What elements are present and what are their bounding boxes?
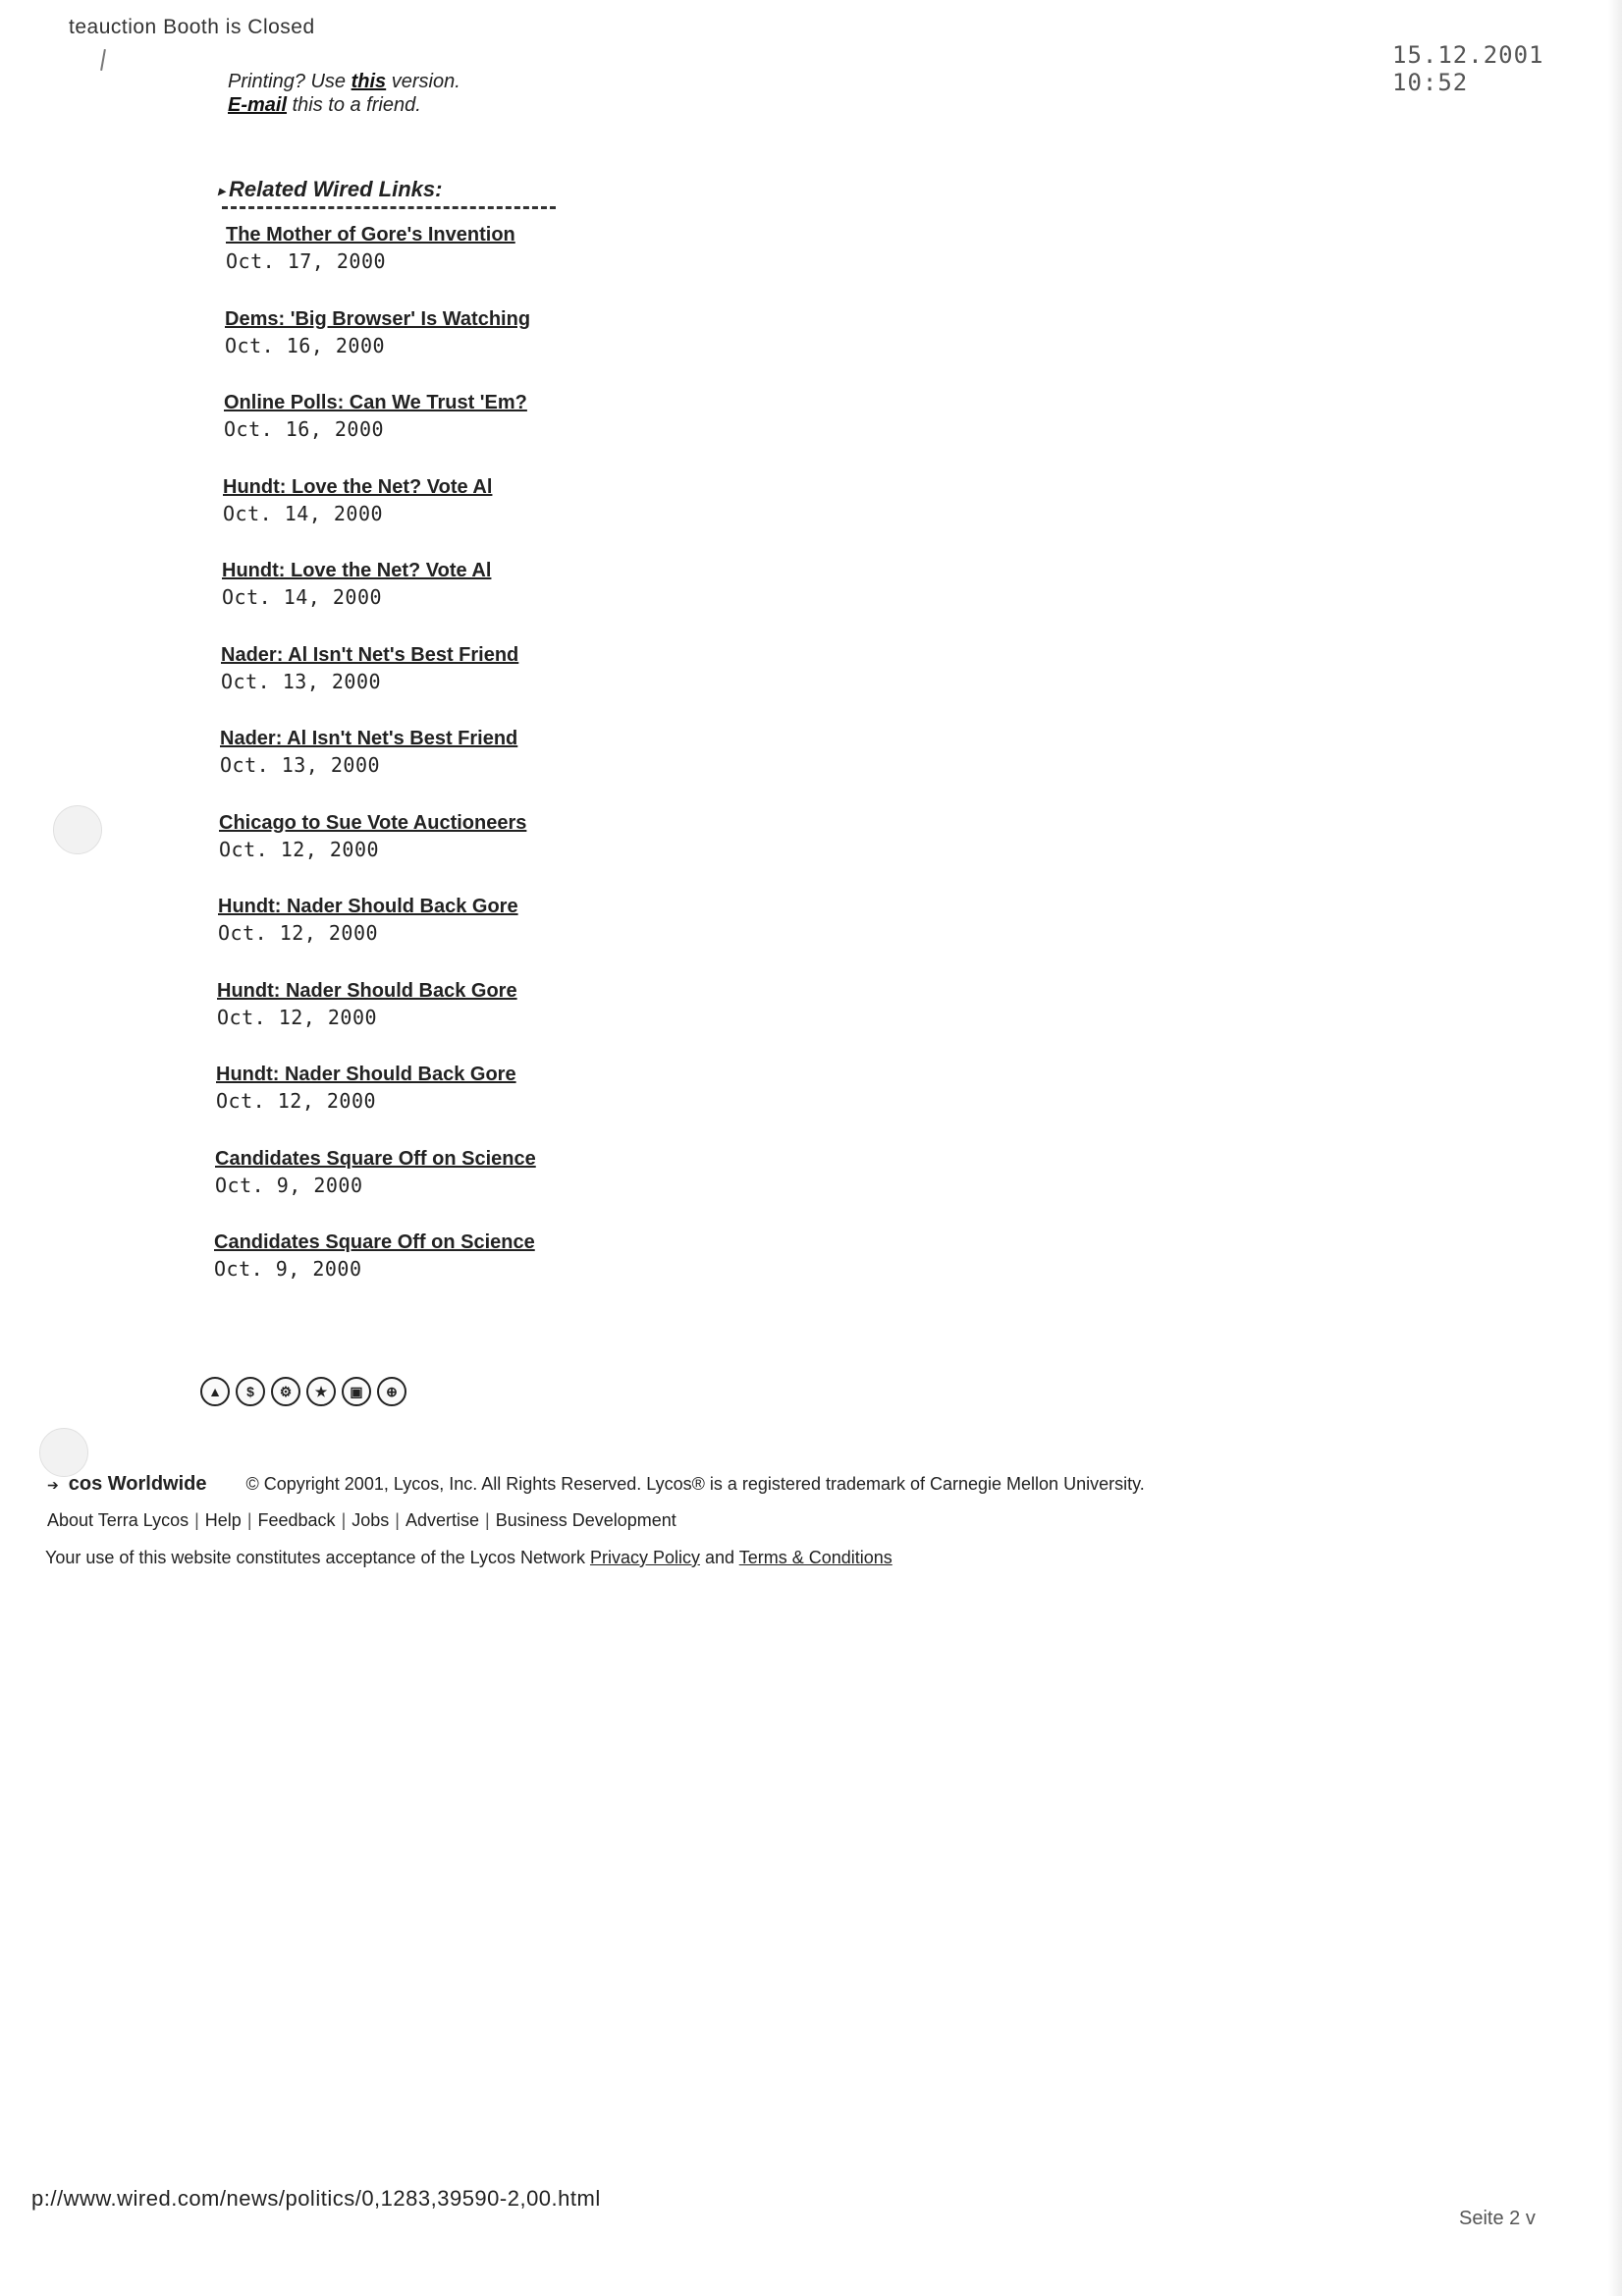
related-link-title[interactable]: Candidates Square Off on Science [214, 1231, 535, 1253]
related-link-item [223, 474, 638, 559]
related-link-title[interactable]: The Mother of Gore's Invention [226, 224, 515, 246]
related-link-title[interactable]: Hundt: Nader Should Back Gore [217, 979, 517, 1002]
separator: | [485, 1510, 490, 1530]
punch-hole [39, 1428, 88, 1477]
related-link-item [215, 1146, 638, 1230]
print-datetime: 15.12.2001 10:52 [1392, 41, 1544, 96]
channel-icons [200, 1377, 406, 1406]
arrow-icon: ➔ [47, 1477, 59, 1493]
bullet-icon: ▸ [218, 182, 226, 198]
related-link-date: Oct. 12, 2000 [216, 1089, 377, 1113]
related-link-date: Oct. 12, 2000 [218, 921, 379, 945]
related-link-date: Oct. 12, 2000 [217, 1005, 378, 1029]
related-link-title[interactable]: Online Polls: Can We Trust 'Em? [224, 392, 527, 413]
page-number: Seite 2 v [1459, 2208, 1536, 2229]
related-link-title[interactable]: Hundt: Nader Should Back Gore [218, 896, 518, 917]
scan-mark [100, 49, 106, 71]
separator: | [395, 1510, 400, 1530]
related-link-date: Oct. 14, 2000 [222, 585, 383, 609]
related-link-date: Oct. 12, 2000 [219, 837, 380, 861]
separator: | [246, 1510, 252, 1530]
print-prefix: Printing? Use [228, 71, 351, 92]
terms-conditions-link[interactable]: Terms & Conditions [738, 1548, 892, 1567]
footer-link-jobs[interactable]: Jobs [351, 1510, 390, 1530]
related-link-date: Oct. 13, 2000 [220, 753, 381, 777]
related-link-date: Oct. 9, 2000 [215, 1173, 363, 1197]
related-link-date: Oct. 14, 2000 [223, 501, 384, 525]
related-link-title[interactable]: Chicago to Sue Vote Auctioneers [219, 811, 527, 834]
terms-and: and [700, 1548, 739, 1567]
box-icon[interactable]: ▣ [342, 1377, 371, 1406]
related-link-item [218, 894, 638, 978]
related-link-title[interactable]: Dems: 'Big Browser' Is Watching [225, 307, 531, 330]
email-friend-line [228, 94, 421, 117]
related-link-item [226, 222, 638, 306]
related-link-date: Oct. 16, 2000 [225, 333, 386, 357]
lycos-worldwide-link[interactable]: cos Worldwide [68, 1473, 207, 1495]
separator: | [194, 1510, 199, 1530]
footer-link-feedback[interactable]: Feedback [257, 1510, 336, 1530]
related-links-heading [218, 177, 442, 202]
related-links-list [214, 222, 638, 1314]
footer-terms-row [45, 1548, 892, 1568]
globe-icon[interactable]: ⊕ [377, 1377, 406, 1406]
related-link-date: Oct. 13, 2000 [221, 669, 382, 693]
related-link-date: Oct. 17, 2000 [226, 249, 387, 273]
related-link-item [216, 1062, 638, 1146]
footer-link-business[interactable]: Business Development [495, 1510, 676, 1530]
print-suffix: version. [386, 71, 460, 92]
dollar-icon[interactable]: $ [236, 1377, 265, 1406]
print-version-link[interactable]: this [351, 71, 387, 92]
punch-hole [53, 805, 102, 854]
page-header-title: teauction Booth is Closed [69, 16, 315, 38]
copyright-text: © Copyright 2001, Lycos, Inc. All Rights Reserved. Lycos® is a registered trademark of Carnegie Mellon University. [245, 1474, 1145, 1494]
footer-link-about[interactable]: About Terra Lycos [47, 1510, 189, 1530]
related-link-item [221, 642, 638, 727]
email-suffix: this to a friend. [287, 94, 421, 116]
print-version-line [228, 71, 460, 93]
related-link-item [219, 810, 638, 895]
related-link-title[interactable]: Hundt: Love the Net? Vote Al [223, 475, 493, 498]
related-link-item [224, 390, 638, 474]
related-link-title[interactable]: Nader: Al Isn't Net's Best Friend [220, 728, 518, 749]
related-link-title[interactable]: Nader: Al Isn't Net's Best Friend [221, 643, 519, 666]
star-icon[interactable]: ★ [306, 1377, 336, 1406]
dashed-divider [222, 206, 556, 209]
related-link-date: Oct. 16, 2000 [224, 417, 385, 441]
related-link-title[interactable]: Hundt: Nader Should Back Gore [216, 1064, 516, 1085]
triangle-icon[interactable]: ▲ [200, 1377, 230, 1406]
related-link-title[interactable]: Hundt: Love the Net? Vote Al [222, 560, 492, 581]
terms-prefix: Your use of this website constitutes acceptance of the Lycos Network [45, 1548, 590, 1567]
page-url: p://www.wired.com/news/politics/0,1283,39590-2,00.html [31, 2186, 601, 2211]
footer-link-help[interactable]: Help [204, 1510, 242, 1530]
related-link-item [217, 978, 638, 1063]
footer-link-advertise[interactable]: Advertise [405, 1510, 480, 1530]
footer-links [47, 1510, 676, 1531]
footer-copyright-row [47, 1473, 1145, 1496]
related-link-date: Oct. 9, 2000 [214, 1257, 362, 1281]
gear-icon[interactable]: ⚙ [271, 1377, 300, 1406]
related-heading-text: Related Wired Links: [229, 177, 443, 201]
related-link-item [222, 558, 638, 642]
separator: | [341, 1510, 347, 1530]
privacy-policy-link[interactable]: Privacy Policy [589, 1548, 700, 1567]
related-link-item [220, 726, 638, 810]
related-link-item [225, 306, 638, 391]
related-link-item [214, 1230, 638, 1314]
email-link[interactable]: E-mail [228, 94, 288, 116]
scan-edge-shadow [1608, 0, 1622, 2296]
related-link-title[interactable]: Candidates Square Off on Science [215, 1147, 536, 1170]
